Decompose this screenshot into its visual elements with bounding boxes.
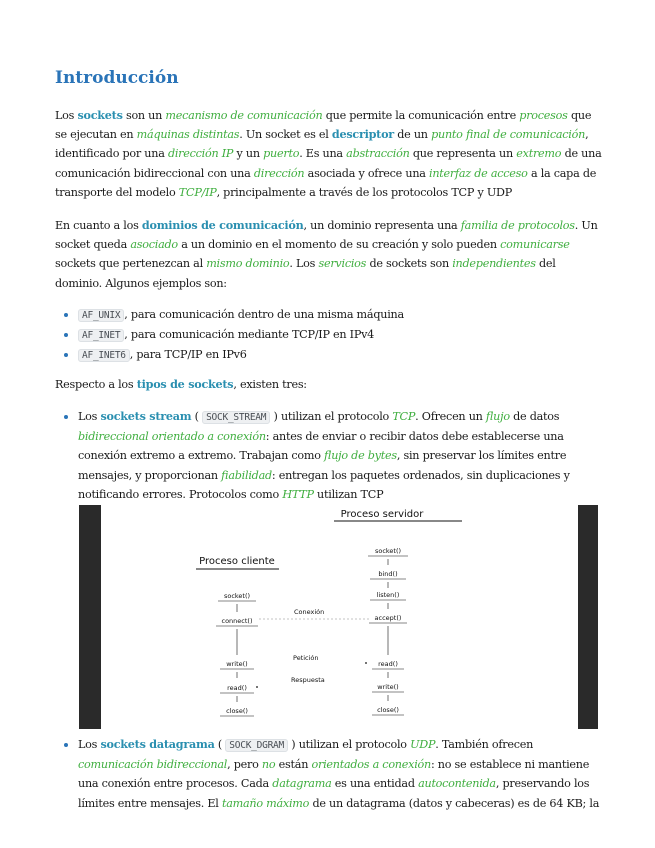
server-listen: listen() xyxy=(376,591,400,599)
types-paragraph: Respecto a los tipos de sockets, existen tres: xyxy=(55,377,307,391)
term-sockets: sockets xyxy=(77,108,123,122)
client-connect: connect() xyxy=(221,617,253,625)
types-list-dgram xyxy=(55,735,603,813)
domains-paragraph: En cuanto a los dominios de comunicación, un dominio representa una familia de protocolos. Un socket queda asociado a un dominio en el momento de su creación y solo pueden comunicarse sockets que pertenezcan al mismo dominio. Los servicios de sockets son independientes del dominio. Algunos ejemplos son: xyxy=(55,218,598,290)
client-read: read() xyxy=(227,684,247,692)
list-item: AF_INET6 , para TCP/IP en IPv6 xyxy=(55,345,603,365)
client-close: close() xyxy=(226,707,248,715)
types-list-stream xyxy=(55,407,603,504)
server-close: close() xyxy=(377,706,399,714)
list-item-dgram: Los sockets datagrama ( SOCK_DGRAM ) utilizan el protocolo UDP. También ofrecen comunicación bidireccional, pero no están orientados a conexión: no se establece ni mantiene una conexión entre procesos. Cada datagrama es una entidad autocontenida, preservando los límites entre mensajes. El tamaño máximo de un datagrama (datos y cabeceras) es de 64 KB; la xyxy=(55,735,603,813)
server-write: write() xyxy=(377,683,399,691)
connection-label: Conexión xyxy=(294,608,325,616)
server-title: Proceso servidor xyxy=(340,509,424,520)
domain-list xyxy=(55,305,603,366)
server-socket: socket() xyxy=(374,547,402,555)
server-bind: bind() xyxy=(378,570,398,578)
client-write: write() xyxy=(226,660,248,668)
list-item: AF_INET , para comunicación mediante TCP/IP en IPv4 xyxy=(55,325,603,345)
server-accept: accept() xyxy=(374,614,402,622)
diagram-svg xyxy=(79,505,598,729)
list-item: AF_UNIX , para comunicación dentro de una misma máquina xyxy=(55,305,603,325)
term-descriptor: descriptor xyxy=(331,127,394,142)
list-item-stream: Los sockets stream ( SOCK_STREAM ) utilizan el protocolo TCP. Ofrecen un flujo de datos bidireccional orientado a conexión: antes de enviar o recibir datos debe establecerse una conexión extremo a extremo. Trabajan como flujo de bytes, sin preservar los límites entre mensajes, y proporcionan fiabilidad: entregan los paquetes ordenados, sin duplicaciones y notificando errores. Protocolos como HTTP utilizan TCP xyxy=(55,407,603,504)
code-af-inet6: AF_INET6 xyxy=(78,349,130,362)
request-label: Petición xyxy=(293,654,319,662)
client-title: Proceso cliente xyxy=(199,556,275,567)
client-calls xyxy=(216,592,258,716)
intro-paragraph: Los sockets son un mecanismo de comunicación que permite la comunicación entre procesos que se ejecutan en máquinas distintas. Un socket es el descriptor de un punto final de comunicación, identificado por una dirección IP y un puerto. Es una abstracción que representa un extremo de una comunicación bidireccional con una dirección asociada y ofrece una interfaz de acceso a la capa de transporte del modelo TCP/IP, principalmente a través de los protocolos TCP y UDP xyxy=(55,108,602,199)
server-read: read() xyxy=(378,660,398,668)
response-label: Respuesta xyxy=(291,676,325,684)
code-af-inet: AF_INET xyxy=(78,329,124,342)
code-sock-stream: SOCK_STREAM xyxy=(202,411,270,424)
client-socket: socket() xyxy=(223,592,251,600)
tcp-socket-diagram xyxy=(79,505,598,729)
term-domains: dominios de comunicación xyxy=(141,218,304,232)
server-calls xyxy=(368,547,408,715)
term-socket-types: tipos de sockets xyxy=(136,377,234,391)
code-af-unix: AF_UNIX xyxy=(78,309,124,322)
section-heading: Introducción xyxy=(55,68,179,88)
code-sock-dgram: SOCK_DGRAM xyxy=(225,739,288,752)
